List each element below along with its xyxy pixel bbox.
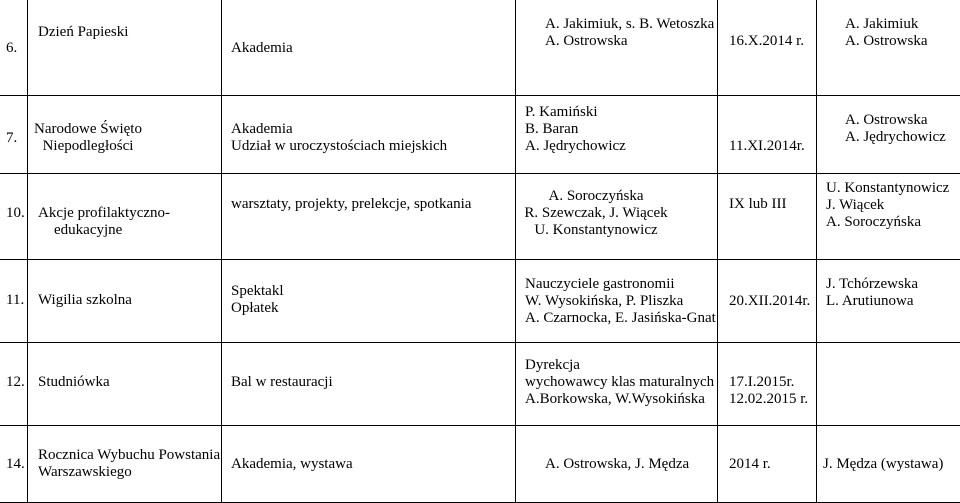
responsible-teachers: A. Ostrowska, J. Mędza: [545, 456, 690, 472]
row-number: 12.: [6, 374, 25, 390]
event-date: 17.I.2015r. 12.02.2015 r.: [729, 374, 809, 407]
event-form: Akademia, wystawa: [231, 456, 353, 472]
coordinators: A. Ostrowska A. Jędrychowicz: [845, 112, 946, 145]
event-form: Spektakl Opłatek: [231, 283, 284, 316]
responsible-teachers: A. Soroczyńska R. Szewczak, J. Wiącek U. Konstantynowicz: [524, 188, 668, 238]
row-divider: [0, 173, 960, 174]
coordinators: U. Konstantynowicz J. Wiącek A. Soroczyńska: [826, 180, 950, 230]
event-name: Narodowe Święto Niepodległości: [34, 121, 142, 154]
row-number: 14.: [6, 456, 25, 472]
row-number: 10.: [6, 205, 25, 221]
event-name: Rocznica Wybuchu Powstania Warszawskiego: [38, 447, 221, 480]
coordinators: J. Tchórzewska L. Arutiunowa: [826, 276, 918, 309]
row-divider: [0, 95, 960, 96]
responsible-teachers: A. Jakimiuk, s. B. Wetoszka A. Ostrowska: [545, 16, 715, 49]
row-number: 7.: [6, 130, 18, 146]
responsible-teachers: P. Kamiński B. Baran A. Jędrychowicz: [525, 104, 626, 154]
column-divider: [515, 0, 516, 503]
event-form: Akademia: [231, 40, 293, 56]
column-divider: [27, 0, 28, 503]
event-name: Akcje profilaktyczno- edukacyjne: [38, 205, 171, 238]
column-divider: [221, 0, 222, 503]
event-name: Studniówka: [38, 374, 110, 390]
column-divider: [816, 0, 817, 503]
event-name: Wigilia szkolna: [38, 292, 132, 308]
event-date: IX lub III: [729, 196, 787, 212]
responsible-teachers: Nauczyciele gastronomii W. Wysokińska, P. Pliszka A. Czarnocka, E. Jasińska-Gnat: [525, 276, 716, 326]
event-name: Dzień Papieski: [38, 24, 129, 40]
column-divider: [717, 0, 718, 503]
coordinators: J. Mędza (wystawa): [823, 456, 944, 472]
coordinators: A. Jakimiuk A. Ostrowska: [845, 16, 928, 49]
event-date: 11.XI.2014r.: [729, 138, 805, 154]
row-divider: [0, 342, 960, 343]
event-form: Bal w restauracji: [231, 374, 333, 390]
event-date: 2014 r.: [729, 456, 771, 472]
row-divider: [0, 425, 960, 426]
event-form: Akademia Udział w uroczystościach miejskich: [231, 121, 448, 154]
event-date: 16.X.2014 r.: [729, 33, 804, 49]
event-date: 20.XII.2014r.: [729, 293, 811, 309]
row-divider: [0, 259, 960, 260]
row-number: 6.: [6, 40, 18, 56]
row-number: 11.: [6, 292, 25, 308]
event-form: warsztaty, projekty, prelekcje, spotkania: [231, 196, 472, 212]
responsible-teachers: Dyrekcja wychowawcy klas maturalnych A.Borkowska, W.Wysokińska: [525, 357, 715, 407]
